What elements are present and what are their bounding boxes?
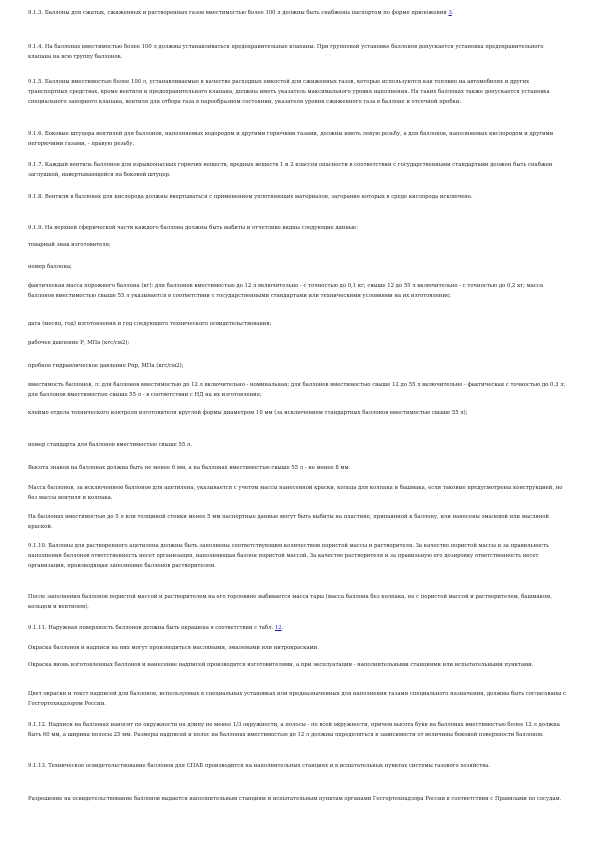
paragraph-paint-types: Окраска баллонов и надписи на них могут производиться масляными, эмалевыми или нитрокрасками.: [28, 645, 319, 651]
appendix-3-link[interactable]: 3: [448, 10, 452, 16]
paragraph-painting-new: Окраска вновь изготовленных баллонов и нанесение надписей производятся изготовителями, а при эксплуатации - наполнительными станциями или испытательными пунктами.: [28, 662, 534, 668]
paragraph-text: 9.1.11. Наружная поверхность баллонов должна быть окрашена в соответствии с табл.: [28, 625, 275, 631]
list-item-working-pressure: рабочее давление Р, МПа (кгс/см2);: [28, 340, 130, 346]
list-item-actual-mass: фактическая масса порожнего баллона (кг): для баллонов вместимостью до 12 л включительно - с точностью до 0,1 кг; свыше 12 до 55 л включительно - с точностью до 0,2 кг; масса баллонов вместимостью свыше 55 л указывается в соответствии с государственными стандартами или техническими условиями на их изготовление;: [28, 283, 544, 300]
list-item-trademark: товарный знак изготовителя;: [28, 242, 111, 248]
paragraph-after-filling: После заполнения баллонов пористой массой и растворителем на его горловине выбивается масса тары (масса баллона без колпака, но с пористой массой и растворителем, башмаком, кольцом и вентилем).: [28, 594, 552, 611]
paragraph-9-1-8: 9.1.8. Вентили в баллонах для кислорода должны ввертываться с применением уплотняющих материалов, загорание которых в среде кислорода исключено.: [28, 194, 473, 200]
paragraph-special-colors: Цвет окраски и текст надписей для баллонов, используемых в специальных установках или предназначенных для наполнения газами специального назначения, должны быть согласованы с Госгортехнадзором России.: [28, 691, 567, 708]
list-item-test-pressure: пробное гидравлическое давление Рпр, МПа (кгс/см2);: [28, 363, 184, 369]
list-item-manufacture-date: дата (месяц, год) изготовления и год следующего технического освидетельствования;: [28, 321, 272, 327]
paragraph-9-1-7: 9.1.7. Каждый вентиль баллонов для взрывоопасных горючих веществ, вредных веществ 1 и 2 классов опасности в соответствии с государственными стандартами должен быть снабжен заглушкой, навертывающейся на боковой штуцер.: [28, 162, 553, 179]
paragraph-sign-height: Высота знаков на баллонах должна быть не менее 6 мм, а на баллонах вместимостью свыше 55 л - не менее 8 мм.: [28, 465, 351, 471]
paragraph-9-1-13: 9.1.13. Техническое освидетельствование баллонов для СПАБ производится на наполнительных станциях и в испытательных пунктах системы газового хозяйства.: [28, 763, 490, 769]
list-item-otk-stamp: клеймо отдела технического контроля изготовителя круглой формы диаметром 10 мм (за исключением стандартных баллонов вместимостью свыше 55 л);: [28, 410, 468, 416]
paragraph-9-1-11: [28, 623, 568, 633]
paragraph-permission: Разрешение на освидетельствование баллонов выдается наполнительным станциям и испытательным пунктам органами Госгортехнадзора России в соответствии с Правилами по сосудам.: [28, 796, 562, 802]
paragraph-text: .: [281, 625, 284, 631]
table-12-link[interactable]: 12: [274, 625, 282, 631]
paragraph-9-1-4: 9.1.4. На баллонах вместимостью более 100 л должны устанавливаться предохранительные клапаны. При групповой установке баллонов допускается установка предохранительного клапана на всю группу баллонов.: [28, 44, 544, 61]
paragraph-9-1-12: 9.1.12. Надписи на баллонах наносят по окружности на длину не менее 1/3 окружности, а полосы - по всей окружности, причем высота букв на баллонах вместимостью более 12 л должна быть 60 мм, а ширина полосы 25 мм. Размеры надписей и полос на баллонах вместимостью до 12 л должны определяться в зависимости от величины боковой поверхности баллонов.: [28, 722, 560, 739]
paragraph-small-cylinders: На баллонах вместимостью до 5 л или толщиной стенки менее 5 мм паспортные данные могут быть выбиты на пластине, припаянной к баллону, или нанесены эмалевой или масляной краской.: [28, 514, 549, 531]
paragraph-text: .: [451, 10, 454, 16]
list-item-cylinder-number: номер баллона;: [28, 264, 72, 270]
paragraph-9-1-9: 9.1.9. На верхней сферической части каждого баллона должны быть выбиты и отчетливо видны следующие данные:: [28, 225, 358, 231]
paragraph-cylinder-mass: Масса баллонов, за исключением баллонов для ацетилена, указывается с учетом массы нанесенной краски, кольца для колпака и башмака, если таковые предусмотрены конструкцией, но без массы вентиля и колпака.: [28, 485, 563, 502]
paragraph-9-1-3: [28, 8, 568, 18]
list-item-capacity: вместимость баллонов, л: для баллонов вместимостью до 12 л включительно - номинальная; для баллонов вместимостью свыше 12 до 55 л включительно - фактическая с точностью до 0,3 л; для баллонов вместимостью свыше 55 л - в соответствии с НД на их изготовление;: [28, 382, 566, 399]
list-item-standard-number: номер стандарта для баллонов вместимостью свыше 55 л.: [28, 442, 192, 448]
paragraph-9-1-6: 9.1.6. Боковые штуцера вентилей для баллонов, наполняемых водородом и другими горючими газами, должны иметь левую резьбу, а для баллонов, наполняемых кислородом и другими негорючими газами, - правую резьбу.: [28, 131, 554, 148]
paragraph-9-1-10: 9.1.10. Баллоны для растворенного ацетилена должны быть заполнены соответствующим количеством пористой массы и растворителя. За качество пористой массы и за правильность наполнения баллонов ответственность несет организация, наполняющая баллон пористой массой. За качество растворителя и за правильную его дозировку ответственность несет организация, производящая заполнение баллонов растворителем.: [28, 543, 549, 570]
paragraph-9-1-5: 9.1.5. Баллоны вместимостью более 100 л, устанавливаемые в качестве расходных емкостей для сжиженных газов, которые используются как топливо на автомобилях и других транспортных средствах, кроме вентиля и предохранительного клапана, должны иметь указатель максимального уровня наполнения. На таких баллонах также допускается установка специального запорного клапана, вентиля для отбора газа в парообразном состоянии, указателя уровня сжиженного газа в баллоне и отсечной пробки.: [28, 79, 550, 106]
paragraph-text: 9.1.3. Баллоны для сжатых, сжиженных и растворенных газов вместимостью более 100 л должны быть снабжены паспортом по форме приложения: [28, 10, 449, 16]
